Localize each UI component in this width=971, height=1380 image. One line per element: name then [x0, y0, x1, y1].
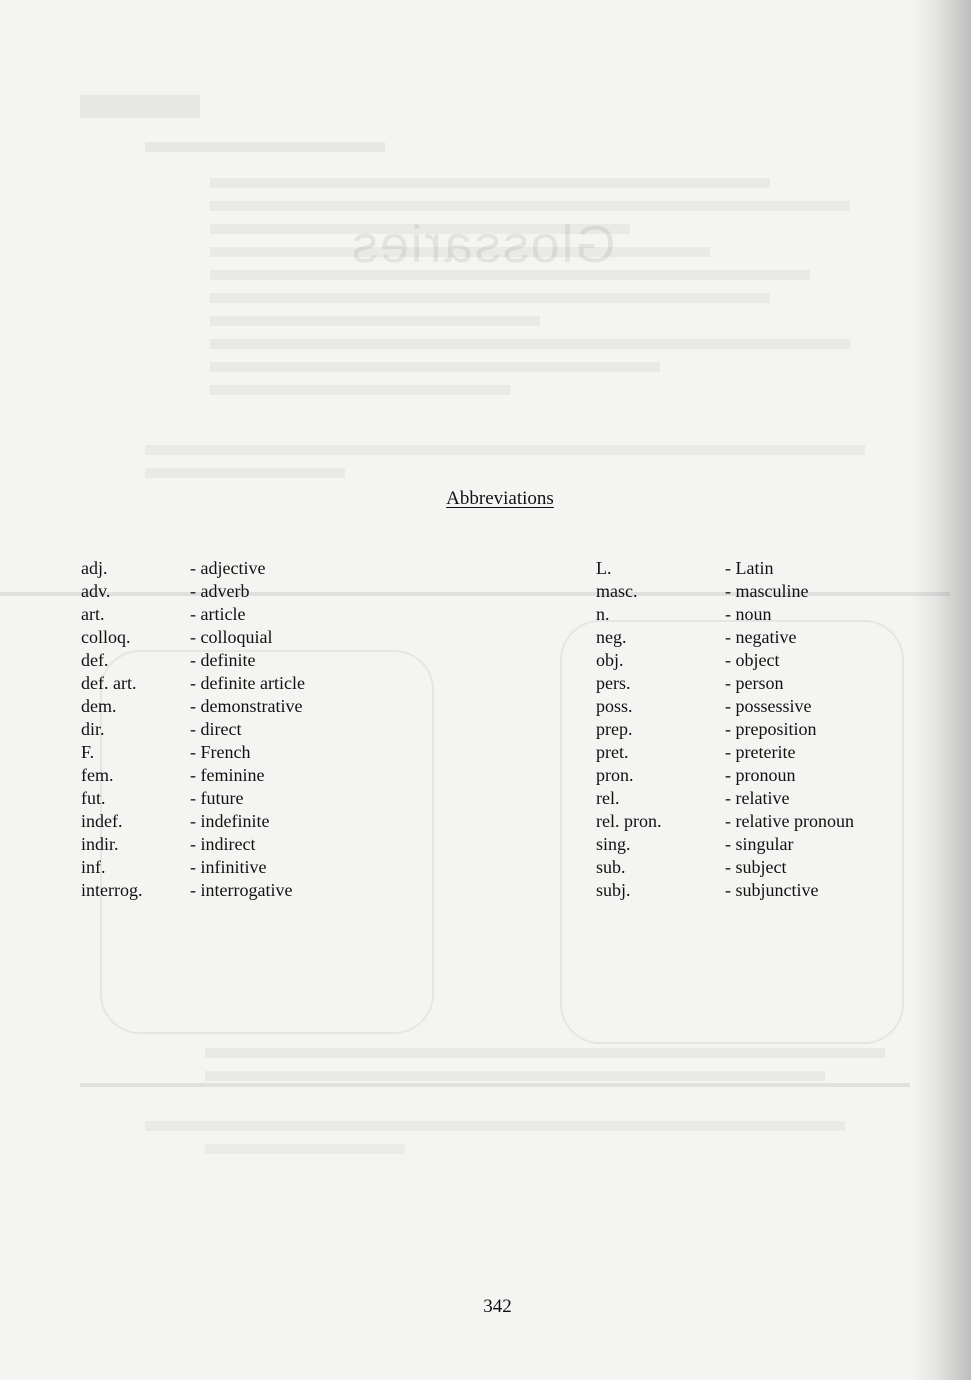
- meaning: - singular: [725, 834, 794, 854]
- meaning: - relative: [725, 788, 790, 808]
- meaning: - preterite: [725, 742, 796, 762]
- meaning: - masculine: [725, 581, 809, 601]
- abbreviation: rel.: [596, 788, 620, 808]
- abbreviation: pers.: [596, 673, 631, 693]
- meaning: - demonstrative: [190, 696, 303, 716]
- abbreviation: masc.: [596, 581, 638, 601]
- meaning: - object: [725, 650, 780, 670]
- meaning: - French: [190, 742, 251, 762]
- left-meaning-column: [190, 557, 305, 902]
- abbreviation: colloq.: [81, 627, 131, 647]
- abbreviation: poss.: [596, 696, 633, 716]
- abbreviation: pret.: [596, 742, 629, 762]
- meaning: - article: [190, 604, 246, 624]
- meaning: - future: [190, 788, 244, 808]
- abbreviation: fem.: [81, 765, 114, 785]
- meaning: - interrogative: [190, 880, 293, 900]
- abbreviation: def.: [81, 650, 109, 670]
- abbreviation: interrog.: [81, 880, 143, 900]
- right-abbreviation-column: [596, 557, 661, 902]
- meaning: - pronoun: [725, 765, 796, 785]
- bleed-through-text: [80, 95, 880, 491]
- meaning: - definite article: [190, 673, 305, 693]
- meaning: - feminine: [190, 765, 265, 785]
- meaning: - person: [725, 673, 784, 693]
- abbreviation: obj.: [596, 650, 624, 670]
- page-edge-shadow: [911, 0, 971, 1380]
- abbreviation: F.: [81, 742, 95, 762]
- meaning: - possessive: [725, 696, 812, 716]
- right-meaning-column: [725, 557, 854, 902]
- abbreviation: neg.: [596, 627, 627, 647]
- meaning: - infinitive: [190, 857, 267, 877]
- meaning: - subject: [725, 857, 787, 877]
- meaning: - adjective: [190, 558, 266, 578]
- abbreviation: L.: [596, 558, 612, 578]
- left-abbreviation-column: [81, 557, 142, 902]
- abbreviation: dir.: [81, 719, 105, 739]
- abbreviation: indir.: [81, 834, 119, 854]
- abbreviation: adv.: [81, 581, 111, 601]
- meaning: - direct: [190, 719, 242, 739]
- meaning: - preposition: [725, 719, 817, 739]
- abbreviation: def. art.: [81, 673, 137, 693]
- meaning: - definite: [190, 650, 256, 670]
- abbreviation: fut.: [81, 788, 106, 808]
- meaning: - subjunctive: [725, 880, 819, 900]
- meaning: - noun: [725, 604, 772, 624]
- meaning: - Latin: [725, 558, 774, 578]
- abbreviation: indef.: [81, 811, 123, 831]
- abbreviation: adj.: [81, 558, 108, 578]
- abbreviation: n.: [596, 604, 610, 624]
- abbreviation: art.: [81, 604, 105, 624]
- meaning: - adverb: [190, 581, 250, 601]
- meaning: - colloquial: [190, 627, 273, 647]
- abbreviation: sub.: [596, 857, 626, 877]
- meaning: - relative pronoun: [725, 811, 854, 831]
- meaning: - indirect: [190, 834, 256, 854]
- page-number: 342: [483, 1296, 512, 1317]
- abbreviation: prep.: [596, 719, 633, 739]
- page-title: Abbreviations: [446, 488, 554, 509]
- abbreviation: dem.: [81, 696, 117, 716]
- bleed-through-heading: Glossaries: [350, 216, 616, 274]
- abbreviation: inf.: [81, 857, 106, 877]
- meaning: - negative: [725, 627, 797, 647]
- abbreviation: subj.: [596, 880, 631, 900]
- abbreviation: pron.: [596, 765, 634, 785]
- abbreviation: rel. pron.: [596, 811, 662, 831]
- meaning: - indefinite: [190, 811, 270, 831]
- abbreviation: sing.: [596, 834, 631, 854]
- bleed-through-text: [145, 1040, 865, 1167]
